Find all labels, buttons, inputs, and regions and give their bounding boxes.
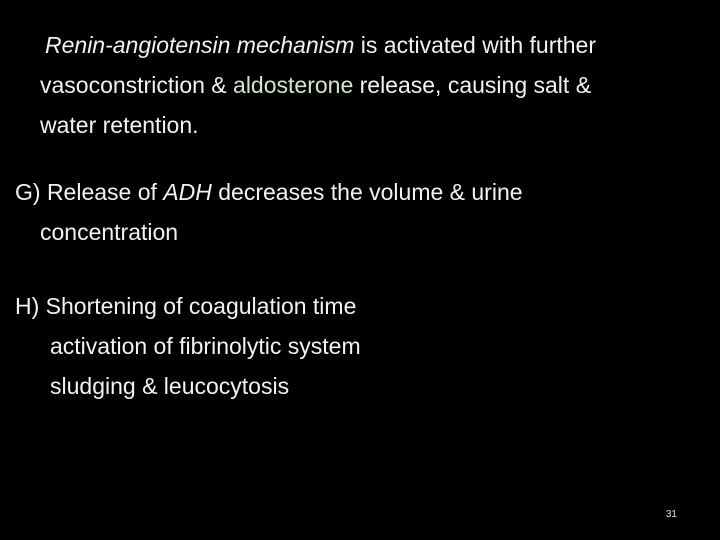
paragraph-adh [15, 172, 523, 252]
paragraph-text: is activated with further [354, 32, 596, 58]
paragraph-renin-angiotensin [40, 25, 596, 145]
paragraph-text: release, causing salt & [353, 72, 592, 98]
paragraph-text: vasoconstriction & [40, 72, 234, 98]
paragraph-line-2 [40, 65, 596, 105]
term-renin-angiotensin: Renin-angiotensin mechanism [45, 32, 355, 58]
paragraph-line-3: water retention. [40, 112, 199, 138]
sub-item: activation of fibrinolytic system [50, 333, 361, 359]
sub-item: sludging & leucocytosis [50, 373, 290, 399]
paragraph-line-2: concentration [40, 219, 179, 245]
paragraph-coagulation [15, 286, 361, 406]
page-number: 31 [665, 509, 677, 520]
term-aldosterone: aldosterone [233, 72, 354, 98]
term-adh: ADH [163, 179, 212, 205]
paragraph-line-1 [15, 179, 523, 205]
paragraph-text: decreases the volume & urine [211, 179, 523, 205]
paragraph-prefix: G) Release of [15, 179, 164, 205]
paragraph-heading: H) Shortening of coagulation time [15, 293, 357, 319]
paragraph-line-1 [40, 25, 596, 65]
